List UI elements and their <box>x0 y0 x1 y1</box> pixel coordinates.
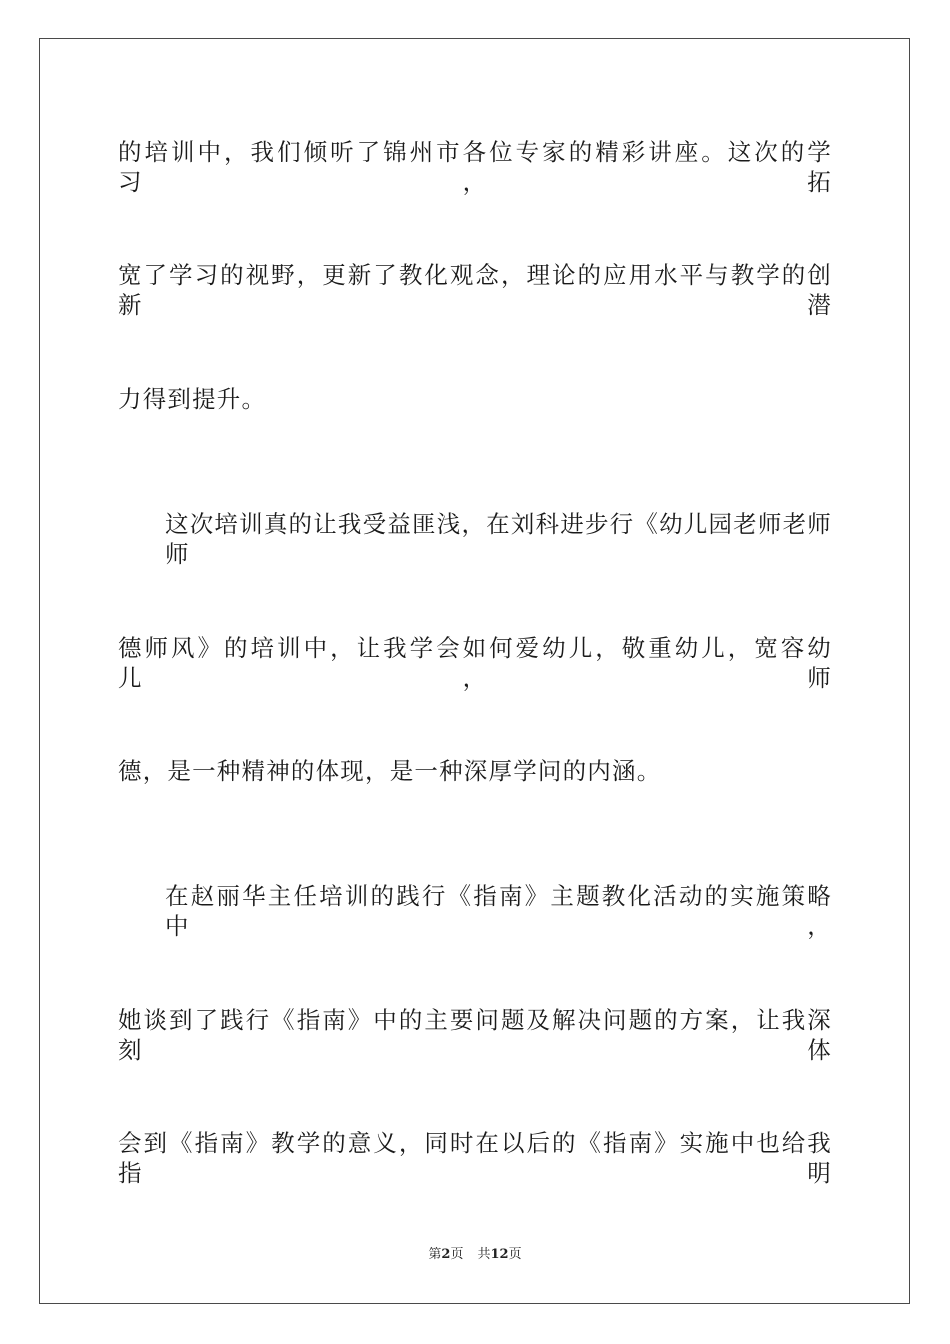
paragraph-line-8: 她谈到了践行《指南》中的主要问题及解决问题的方案，让我深刻体 <box>118 1006 832 1064</box>
footer-total-prefix: 共 <box>477 1247 491 1262</box>
paragraph-line-6: 德，是一种精神的体现，是一种深厚学问的内涵。 <box>118 757 662 785</box>
paragraph-line-1: 的培训中，我们倾听了锦州市各位专家的精彩讲座。这次的学习，拓 <box>118 138 832 196</box>
footer-page-number: 2 <box>441 1247 451 1262</box>
page-footer <box>0 1246 950 1264</box>
paragraph-line-3: 力得到提升。 <box>118 385 267 413</box>
footer-total-pages: 12 <box>490 1247 509 1262</box>
paragraph-line-5: 德师风》的培训中，让我学会如何爱幼儿，敬重幼儿，宽容幼儿，师 <box>118 634 832 692</box>
footer-total-suffix: 页 <box>508 1247 522 1262</box>
footer-page-suffix: 页 <box>450 1247 464 1262</box>
paragraph-line-4: 这次培训真的让我受益匪浅，在刘科进步行《幼儿园老师老师师 <box>165 510 832 568</box>
paragraph-line-7: 在赵丽华主任培训的践行《指南》主题教化活动的实施策略中， <box>165 882 832 940</box>
footer-page-prefix: 第 <box>428 1247 442 1262</box>
paragraph-line-2: 宽了学习的视野，更新了教化观念，理论的应用水平与教学的创新潜 <box>118 261 832 319</box>
paragraph-line-9: 会到《指南》教学的意义，同时在以后的《指南》实施中也给我指明 <box>118 1129 832 1187</box>
